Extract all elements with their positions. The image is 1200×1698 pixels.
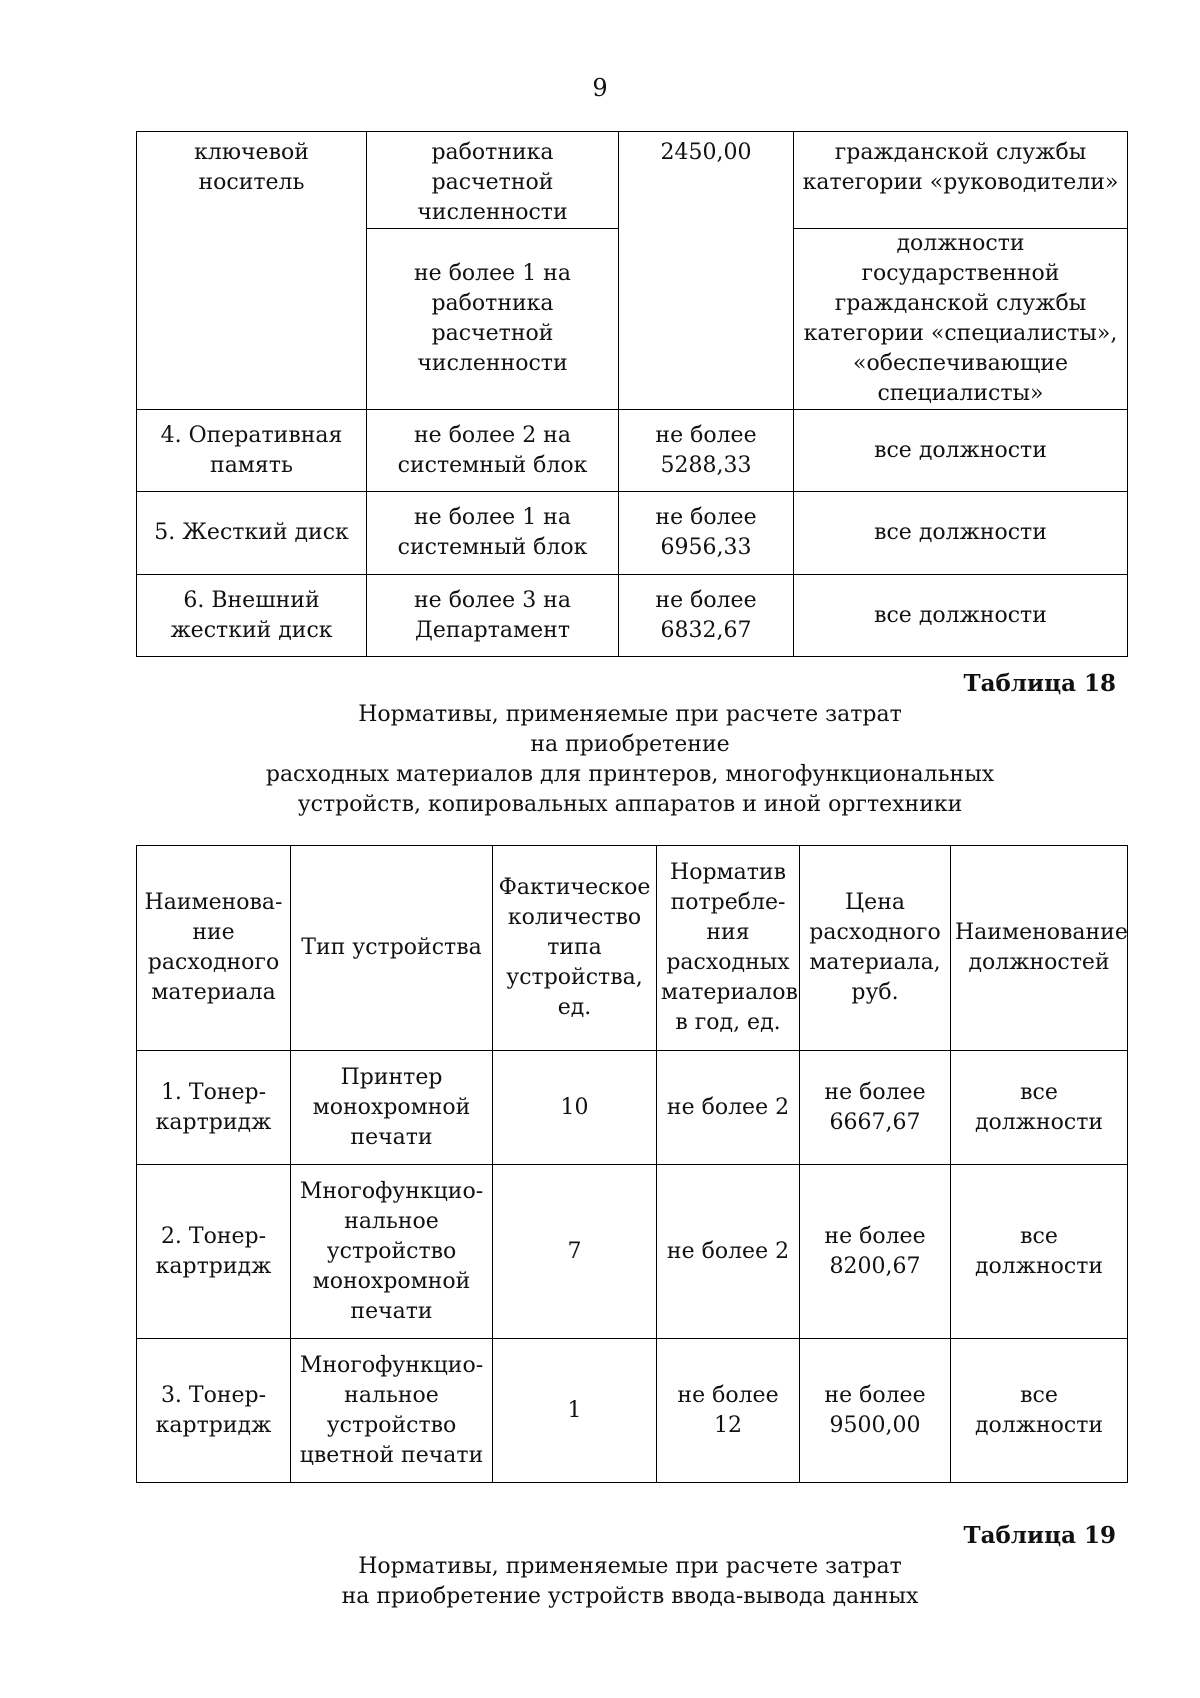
text-line: устройство — [326, 1412, 457, 1438]
text-line: должности — [974, 1253, 1104, 1279]
cell-positions — [794, 575, 1128, 657]
cell-price — [800, 1339, 951, 1483]
header-cell — [657, 846, 800, 1051]
cell-qty — [367, 132, 619, 229]
cell-price — [800, 1051, 951, 1165]
text-line: жесткий диск — [170, 617, 333, 643]
text-line: носитель — [198, 170, 305, 195]
text-line: должности государственной — [861, 231, 1060, 286]
table-header-row — [137, 846, 1128, 1051]
cell-positions — [794, 492, 1128, 575]
cell-count — [493, 1165, 657, 1339]
text-line: не более 2 на — [414, 422, 571, 448]
text-line: не более — [655, 505, 757, 530]
text-line: численности — [417, 200, 568, 225]
text-line: память — [210, 452, 293, 478]
header-cell — [951, 846, 1128, 1051]
text-line: Нормативы, применяемые при расчете затрат — [358, 1554, 902, 1579]
text-line: ед. — [557, 995, 592, 1020]
text-line: Принтер — [340, 1064, 443, 1090]
text-line: 10 — [560, 1094, 589, 1120]
text-line: на приобретение — [530, 732, 730, 757]
page-number: 9 — [592, 74, 608, 102]
text-line: Норматив — [670, 860, 786, 885]
text-line: 6832,67 — [660, 617, 752, 643]
text-line: расходных материалов для принтеров, многофункциональных — [265, 762, 995, 787]
text-line: устройства, — [506, 965, 643, 990]
text-line: 1. Тонер- — [160, 1079, 267, 1105]
text-line: ния — [706, 920, 750, 945]
text-line: не более 2 — [666, 1094, 790, 1120]
text-line: нальное — [344, 1208, 439, 1234]
text-line: руб. — [851, 980, 899, 1005]
text-line: 7 — [567, 1238, 582, 1264]
cell-positions — [794, 229, 1128, 410]
text-line: Фактическое — [498, 875, 651, 900]
table-row — [137, 132, 1128, 229]
cell-price — [619, 132, 794, 410]
text-line: 8200,67 — [829, 1253, 921, 1279]
cell-name — [137, 1051, 291, 1165]
text-line: не более 2 — [666, 1238, 790, 1264]
text-line: работника расчетной — [431, 140, 554, 195]
text-line: Тип устройства — [301, 935, 482, 960]
text-line: не более — [824, 1079, 926, 1105]
cell-qty — [367, 229, 619, 410]
cell-device — [291, 1051, 493, 1165]
table-17-continued — [136, 131, 1128, 657]
table-19-caption — [0, 1552, 1200, 1612]
table-row — [137, 1339, 1128, 1483]
text-line: 9500,00 — [829, 1412, 921, 1438]
text-line: Нормативы, применяемые при расчете затрат — [358, 702, 902, 727]
text-line: все должности — [874, 437, 1047, 463]
text-line: все — [1020, 1223, 1058, 1249]
cell-name — [137, 1165, 291, 1339]
text-line: системный блок — [397, 452, 588, 478]
cell-positions — [951, 1339, 1128, 1483]
text-line: устройство — [326, 1238, 457, 1264]
text-line: картридж — [155, 1253, 272, 1279]
cell-device — [291, 1165, 493, 1339]
text-line: картридж — [155, 1412, 272, 1438]
text-line: монохромной — [312, 1094, 471, 1120]
text-line: материала — [151, 980, 276, 1005]
table-19-label: Таблица 19 — [963, 1522, 1116, 1549]
text-line: гражданской службы — [834, 140, 1087, 165]
cell-qty — [367, 492, 619, 575]
cell-qty — [367, 575, 619, 657]
header-cell — [137, 846, 291, 1051]
header-cell — [493, 846, 657, 1051]
text-line: работника расчетной — [431, 291, 554, 346]
cell-device — [291, 1339, 493, 1483]
header-cell — [291, 846, 493, 1051]
cell-positions — [951, 1165, 1128, 1339]
text-line: 3. Тонер- — [160, 1382, 267, 1408]
text-line: ние — [192, 920, 235, 945]
table-18-label: Таблица 18 — [963, 670, 1116, 697]
table-row — [137, 410, 1128, 492]
text-line: расходного — [147, 950, 280, 975]
cell-norm — [657, 1051, 800, 1165]
text-line: 6956,33 — [660, 535, 752, 560]
text-line: все — [1020, 1079, 1058, 1105]
text-line: материалов — [661, 980, 798, 1005]
text-line: расходных — [666, 950, 790, 975]
cell-count — [493, 1339, 657, 1483]
text-line: не более — [655, 587, 757, 613]
text-line: не более 1 на — [414, 505, 571, 530]
text-line: 6667,67 — [829, 1109, 921, 1135]
cell-name — [137, 1339, 291, 1483]
text-line: расходного — [809, 920, 941, 945]
text-line: Многофункцио- — [299, 1178, 484, 1204]
text-line: все — [1020, 1382, 1058, 1408]
cell-price — [619, 575, 794, 657]
cell-price — [800, 1165, 951, 1339]
text-line: ключевой — [194, 140, 309, 165]
text-line: гражданской службы — [834, 291, 1087, 316]
text-line: не более — [824, 1382, 926, 1408]
text-line: 1 — [567, 1397, 582, 1423]
cell-positions — [794, 410, 1128, 492]
cell-qty — [367, 410, 619, 492]
text-line: категории «специалисты», — [803, 321, 1118, 346]
text-line: должности — [974, 1109, 1104, 1135]
text-line: «обеспечивающие — [853, 351, 1068, 376]
text-line: Цена — [845, 890, 905, 915]
text-line: не более 1 на — [414, 261, 571, 286]
text-line: монохромной — [312, 1268, 471, 1294]
text-line: 2450,00 — [660, 140, 752, 165]
text-line: должностей — [968, 950, 1110, 975]
text-line: не более 12 — [677, 1382, 779, 1438]
header-cell — [800, 846, 951, 1051]
text-line: не более 3 на — [414, 587, 571, 613]
text-line: нальное — [344, 1382, 439, 1408]
text-line: 5288,33 — [660, 452, 752, 478]
text-line: системный блок — [397, 535, 588, 560]
text-line: количество — [507, 905, 642, 930]
cell-count — [493, 1051, 657, 1165]
table-row — [137, 1051, 1128, 1165]
text-line: численности — [417, 351, 568, 376]
cell-name — [137, 492, 367, 575]
text-line: материала, — [809, 950, 941, 975]
text-line: категории «руководители» — [802, 170, 1119, 195]
cell-name — [137, 410, 367, 492]
text-line: все должности — [874, 520, 1047, 545]
cell-norm — [657, 1339, 800, 1483]
text-line: в год, ед. — [675, 1010, 781, 1035]
text-line: цветной печати — [299, 1442, 484, 1468]
table-row — [137, 1165, 1128, 1339]
cell-norm — [657, 1165, 800, 1339]
text-line: Многофункцио- — [299, 1352, 484, 1378]
table-18 — [136, 845, 1128, 1483]
text-line: печати — [350, 1298, 433, 1324]
text-line: потребле- — [670, 890, 786, 915]
text-line: печати — [350, 1124, 433, 1150]
table-18-caption — [0, 700, 1200, 820]
table-row — [137, 492, 1128, 575]
text-line: не более — [655, 422, 757, 448]
text-line: не более — [824, 1223, 926, 1249]
text-line: 6. Внешний — [183, 587, 320, 613]
text-line: все должности — [874, 602, 1047, 628]
text-line: 5. Жесткий диск — [154, 520, 349, 545]
text-line: специалисты» — [877, 381, 1044, 406]
text-line: Наименова- — [144, 890, 283, 915]
cell-name — [137, 132, 367, 410]
text-line: Наименование — [955, 920, 1128, 945]
text-line: Департамент — [414, 617, 571, 643]
cell-name — [137, 575, 367, 657]
text-line: 2. Тонер- — [160, 1223, 267, 1249]
text-line: устройств, копировальных аппаратов и иной оргтехники — [297, 792, 963, 817]
cell-price — [619, 410, 794, 492]
table-row — [137, 575, 1128, 657]
text-line: на приобретение устройств ввода-вывода данных — [341, 1584, 919, 1609]
cell-positions — [794, 132, 1128, 229]
cell-price — [619, 492, 794, 575]
text-line: типа — [547, 935, 602, 960]
cell-positions — [951, 1051, 1128, 1165]
text-line: 4. Оперативная — [160, 422, 343, 448]
text-line: должности — [974, 1412, 1104, 1438]
text-line: картридж — [155, 1109, 272, 1135]
